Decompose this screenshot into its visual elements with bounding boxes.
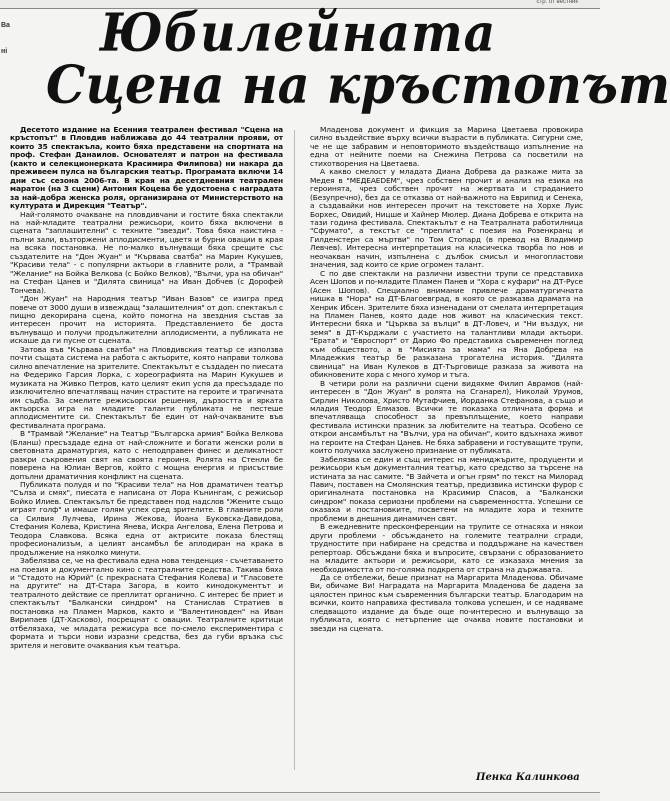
article-paragraph: Най-голямото очакване на пловдивчани и гостите бяха спектакли на най-младите театрални режисьори, които бяха включени в сцената "заплашителни" с техните "звезди". Това бяха наистина - пълни зали, възторжени аплодисменти, цветя и бурни овации в края на всяка постановка. Не по-малко вълнуващи бяха срещите със създателите на "Дон Жуан" и "Кървава сватба" на Марин Кукушев, "Красиви тела" - с популярни актьори в главните роли, а "Трамвай "Желание" на Бойка Велкова (с Бойко Велков), "Вълчи, ура на обичан" на Стефан Цанев и "Дилята свиница" на Иван Добчев (с Дорофей Тончева). [10, 209, 283, 295]
headline-line-1: Юбилейната [100, 3, 497, 64]
header-snippet: стр. от вестник [536, 0, 578, 5]
article-paragraph: Забелязва се един и същ интерес на мениджърите, продуценти и режисьори към документалния театър, като средство за търсене на истината за нас самите. "В Зайчета и огън грям" по текст на Милорад Павич, поставен на Смолянския театър, предизвика истински фурор с оригиналната постановка на Красимир Спасов, а "Балкански синдром" показа сериозни проблеми на съвременността. Успешни се оказаха и постановките, посветени на младите хора и техните проблеми в днешния динамичен свят. [310, 454, 583, 523]
article-paragraph: Младенова документ и фикция за Марина Цветаева провокира силно въздействие върху всички възрасти в публиката. Сигурни сме, че не ще забравим и неповторимото въздействащо изпълнение на една от нейните поеми на Снежина Петрова са посветили на стихотворения на Цветаева. [310, 125, 583, 168]
column-divider [294, 130, 295, 770]
article-column-right [310, 126, 583, 774]
article-paragraph: Да се отбележи, беше признат на Маргарита Младенова. Обичаме Ви, обичаме Ви! Наградата на Маргарита Младенова бе дадена за цялостен принос към съвременния български театър. Благодарим на всички, които направиха фестивала толкова успешен, и се надяваме следващото издание да бъде още по-интересно и вълнуващо за публиката, която с нетърпение ще очаква новите постановки и звезди на сцената. [310, 573, 583, 633]
edge-mark: Ва [1, 22, 10, 29]
article-paragraph: В "Трамвай "Желание" на Театър "Българска армия" Бойка Велкова (Бланш) пресъздаде една от най-сложните и богати женски роли в световната драматургия, като с неподправен финес и деликатност разкри съкровения свят на своята героиня. Ролята на Стенли бе поверена на Юлиан Вергов, който с мощна енергия и присъствие допълни драматичния конфликт на сцената. [10, 429, 283, 481]
headline-line-2: Сцена на кръстопът [46, 55, 670, 116]
headline [30, 3, 670, 118]
article-paragraph: Публиката полудя и по "Красиви тела" на Нов драматичен театър "Сълза и смях", пиесата е написана от Лора Кънингам, с режисьор Бойко Илиев. Спектакълът бе представен под надслов "Жените също играят голф" и имаше голям успех сред зрителите. В главните роли са Силвия Лулчева, Ирина Жекова, Йоана Буковска-Давидова, Стефания Колева, Кристина Янева, Искра Ангелова, Елена Петрова и Теодора Славкова. Всяка една от актрисите показа блестящ професионализъм, а целият ансамбъл бе аплодиран на крака в продължение на няколко минути. [10, 480, 283, 557]
article-paragraph: В четири роли на различни сцени видяхме Филип Аврамов (най-интересен в "Дон Жуан" в ролята на Сганарел), Николай Урумов, Сирлин Николова, Христо Мутафчиев, Йорданка Стефанова, а също и младия Теодор Елмазов. Всички те показаха отличната форма и впечатляваща способност за превъплъщение, което направи фестивала истински празник за любителите на театъра. Особено се открои ансамбълът на "Вълчи, ура на обичан", които вдъхнаха живот на героите на Стефан Цанев. Не бяха забравени и гостуващите трупи, които получиха заслужено признание от публиката. [310, 378, 583, 456]
page-bottom-strip [0, 792, 600, 801]
article-paragraph: Затова във "Кървава сватба" на Пловдивския театър се използва почти същата система на работа с актьорите, която направи толкова силно впечатление на зрителите. Спектакълът е създаден по пиесата на Федерико Гарсия Лорка, с хореографията на Марин Кукушев и музиката на Живко Петров, като целият екип успя да пресъздаде по изключително впечатляващ начин страстите на героите и трагичната им съдба. За смелите режисьорски решения, дързостта и ярката актьорска игра на младите таланти публиката не пестеше аплодисментите си. Спектакълът бе един от най-очакваните във фестивалната програма. [10, 344, 283, 430]
article-paragraph: В ежедневните пресконференции на трупите се отнасяха и някои други проблеми - обсъждането на големите театрални сгради, трудностите при набиране на средства и поддържане на качествен репертоар. Обсъждани бяха и въпросите, свързани с образованието на младите актьори и режисьори, като се изказаха мнения за необходимостта от по-голяма подкрепа от страна на държавата. [310, 522, 583, 574]
article-paragraph: С по две спектакли на различни известни трупи се представиха Асен Шопов и по-младите Пламен Панев и "Хора с куфари" на ДТ-Русе (Асен Шопов). Специално внимание привлече драматургичната нишка в "Нора" на ДТ-Благоевград, в която се разказва драмата на Хенрик Ибсен. Зрителите бяха изненадани от смелата интерпретация на Пламен Панев, която даде нов живот на класическия текст. Интересни бяха и "Църква за вълци" в ДТ-Ловеч, и "Ни въздух, ни земя" в ДТ-Кърджали с участието на талантливи млади актьори. "Ерата" и "Евроспорт" от Дарио Фо представиха съвременен поглед към обществото, а в "Мисията за мама" на Яна Добрева на Младежкия театър бе разказана трогателна история. "Дилята свиница" на Иван Кулеков в ДТ-Търговище разказа за живота на обикновените хора с много хумор и тъга. [310, 268, 583, 380]
article-paragraph: А какво смелост у младата Диана Добрева да разкаже мита за Медея в "МЕДЕАЕDЕМ", чрез собствен прочит и анализ на езика на героинята, чрез собствен прочит на жертвата и страданието (Безупречно), без да се отказва от най-важното на Еврипид и Сенека, а създавайки нов интересен прочит на текстовете на Хорхе Луис Борхес, Овидий, Ницше и Хайнер Мюлер. Диана Добрева е открита на тази година фестивала. Спектакълът е на Театралната работилница "Сфумато", а текстът се "преплита" с поезия на Розенкранц и Гилденстерн са мъртви" по Том Стопард (в превод на Владимир Левчев). Интересна интерпретация на класическа творба по нов и неочакван начин, изпълнена с дълбок смисъл и многопластови значения, зад които се крие огромен талант. [310, 167, 583, 270]
article-paragraph: Забелязва се, че на фестивала една нова тенденция - съчетаването на поезия и документално кино с театралните средства. Такива бяха и "Стадото на Юрий" (с прекрасната Стефания Колева) и "Гласовете на другите" на ДТ-Стара Загора, в които кинодокументът и театралното действие се преплитат органично. С интерес бе приет и спектакълът "Балкански синдром" на Станислав Стратиев в постановка на Пламен Марков, както и "Валентиновден" на Иван Вирипаев (ДТ-Хасково), посрещнат с овации. Театралните критици отбелязаха, че младата режисура все по-смело експериментира с формата и търси нови изразни средства, без да губи връзка със зрителя и неговите очаквания към театъра. [10, 556, 284, 650]
article-paragraph: "Дон Жуан" на Народния театър "Иван Вазов" се изигра пред повече от 3000 души в извеждащ "залашителния" от доп. спектакъл с пищно декорирана сцена, който помогна на звездния състав за интересен прочит на историята. Представлението бе доста вълнуващо и получи продължителни аплодисменти, а публиката не искаше да ги пусне от сцената. [10, 294, 283, 346]
article-column-left [10, 126, 283, 774]
author-byline: Пенка Калинкова [476, 772, 580, 783]
article-paragraph: Десетото издание на Есенния театрален фестивал "Сцена на кръстопът" в Пловдив наближава до 44 театрални прояви, от които 35 спектакъла, които бяха представени на спортната на проф. Стефан Данаилов. Основателят и патрон на фестивала (както и селекционерката Красимира Филипова) ни накара да преживеем пулса на българския театър. Програмата включи 14 дни със сезона 2006-та. В края на десетдневния театрален маратон (на 3 сцени) Антония Коцева бе удостоена с наградата за най-добра женска роля, организирана от Министерството на културата и Дирекция "Театър". [10, 125, 283, 211]
edge-mark: ні [1, 48, 8, 55]
